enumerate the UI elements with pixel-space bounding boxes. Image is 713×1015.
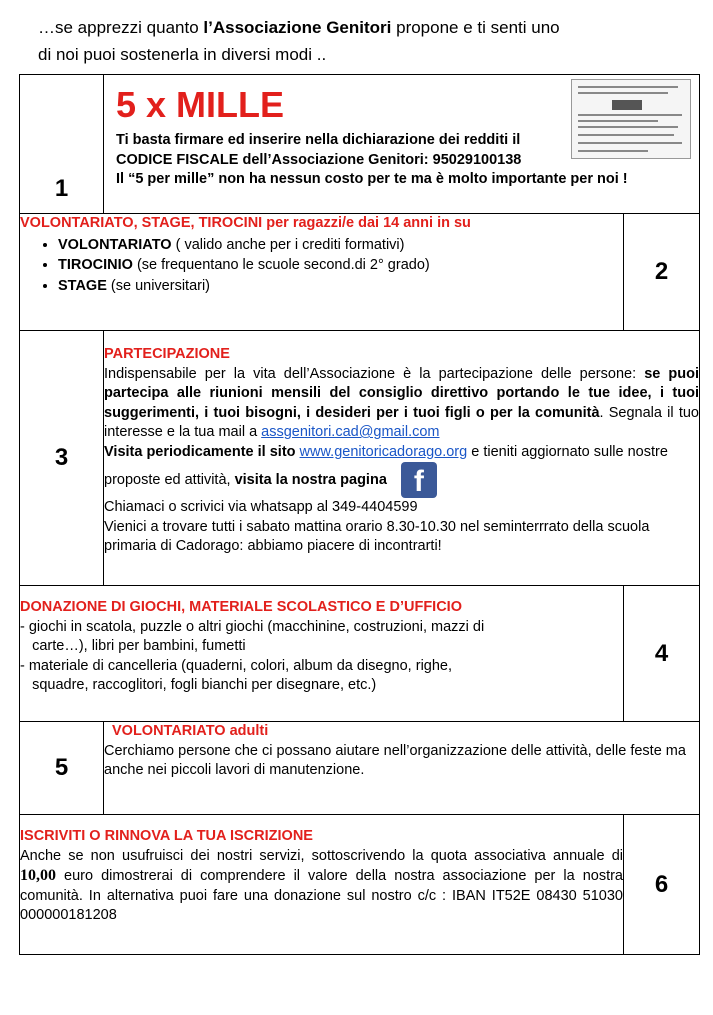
paragraph: Vienici a trovare tutti i sabato mattina orario 8.30-10.30 nel seminterrrato della scuola primaria di Cadorago: abbiamo piacere di incontrarti! (104, 518, 650, 554)
fee-amount: 10,00 (20, 867, 56, 884)
section-title: DONAZIONE DI GIOCHI, MATERIALE SCOLASTICO E D’UFFICIO (20, 599, 462, 615)
list-item: • STAGE (se universitari) (58, 277, 623, 297)
line: Il “5 per mille” non ha nessun costo per te ma è molto importante per noi ! (116, 171, 628, 187)
intro-line-2: di noi puoi sostenerla in diversi modi .. (38, 45, 327, 64)
whatsapp-line: Chiamaci o scrivici via whatsapp al 349-4404599 (104, 499, 418, 515)
section-title: VOLONTARIATO adulti (112, 723, 269, 739)
section-donazioni (20, 586, 700, 722)
section-body (104, 75, 700, 214)
section-5xmille (20, 75, 700, 214)
line: - giochi in scatola, puzzle o altri giochi (macchinine, costruzioni, mazzi di (20, 618, 485, 635)
section-number: 3 (20, 331, 104, 586)
fiscal-code-line: CODICE FISCALE dell’Associazione Genitori: 95029100138 (116, 151, 522, 168)
association-name: l’Associazione Genitori (203, 18, 392, 37)
section-title: VOLONTARIATO, STAGE, TIROCINI per ragazzi/e dai 14 anni in su (20, 215, 471, 231)
paragraph: Indispensabile per la vita dell’Associazione è la partecipazione delle persone: se puoi partecipa alle riunioni mensili del consiglio direttivo portando le tue idee, i tuoi suggerimenti, i tuoi bisogni, i desideri per i tuoi figli o per la comunità. Segnala il tuo interesse e la tua mail a assgenitori.cad@gmail.com (104, 365, 699, 440)
intro-text-a: …se apprezzi quanto (38, 18, 204, 37)
section-title: PARTECIPAZIONE (104, 346, 230, 362)
section-iscrizione (20, 815, 700, 955)
line: Ti basta firmare ed inserire nella dichiarazione dei redditi il (116, 132, 521, 148)
section-body (20, 815, 624, 955)
support-options-table (19, 74, 700, 955)
paragraph: Cerchiamo persone che ci possano aiutare nell’organizzazione delle attività, delle feste ma anche nei piccoli lavori di manutenzione. (104, 742, 686, 778)
paragraph: Visita periodicamente il sito www.genitoricadorago.org e tieniti aggiornato sulle nostre proposte ed attività, visita la nostra pagina f (104, 443, 668, 498)
section-title: ISCRIVITI O RINNOVA LA TUA ISCRIZIONE (20, 828, 313, 844)
facebook-icon[interactable]: f (401, 462, 437, 498)
section-volontariato-adulti (20, 722, 700, 815)
paragraph: Anche se non usufruisci dei nostri servizi, sottoscrivendo la quota associativa annuale di 10,00 euro dimostrerai di comprendere il valore della nostra associazione per la nostra comunità. In alternativa puoi fare una donazione sul nostro c/c : IBAN IT52E 08430 51030 000000181208 (20, 847, 623, 923)
section-partecipazione (20, 331, 700, 586)
intro-line-1 (38, 14, 708, 41)
section-body (20, 586, 624, 722)
intro-text (38, 14, 708, 68)
email-link[interactable]: assgenitori.cad@gmail.com (261, 424, 440, 440)
section-number: 1 (20, 75, 104, 214)
list-item: • TIROCINIO (se frequentano le scuole second.di 2° grado) (58, 256, 623, 276)
line: carte…), libri per bambini, fumetti (20, 638, 246, 654)
section-number: 6 (624, 815, 700, 955)
section-number: 4 (624, 586, 700, 722)
section-number: 5 (20, 722, 104, 815)
bullet-list (20, 236, 623, 297)
tax-form-thumbnail (571, 79, 691, 159)
section-body (104, 722, 700, 815)
list-item: • VOLONTARIATO ( valido anche per i crediti formativi) (58, 236, 623, 256)
section-body (104, 331, 700, 586)
line: squadre, raccoglitori, fogli bianchi per disegnare, etc.) (20, 677, 377, 693)
section-body (20, 214, 624, 331)
section-title: 5 x MILLE (116, 84, 285, 125)
intro-text-c: propone e ti senti uno (391, 18, 560, 37)
line: - materiale di cancelleria (quaderni, colori, album da disegno, righe, (20, 657, 453, 674)
website-link[interactable]: www.genitoricadorago.org (299, 443, 468, 460)
section-volontariato-ragazzi (20, 214, 700, 331)
section-number: 2 (624, 214, 700, 331)
